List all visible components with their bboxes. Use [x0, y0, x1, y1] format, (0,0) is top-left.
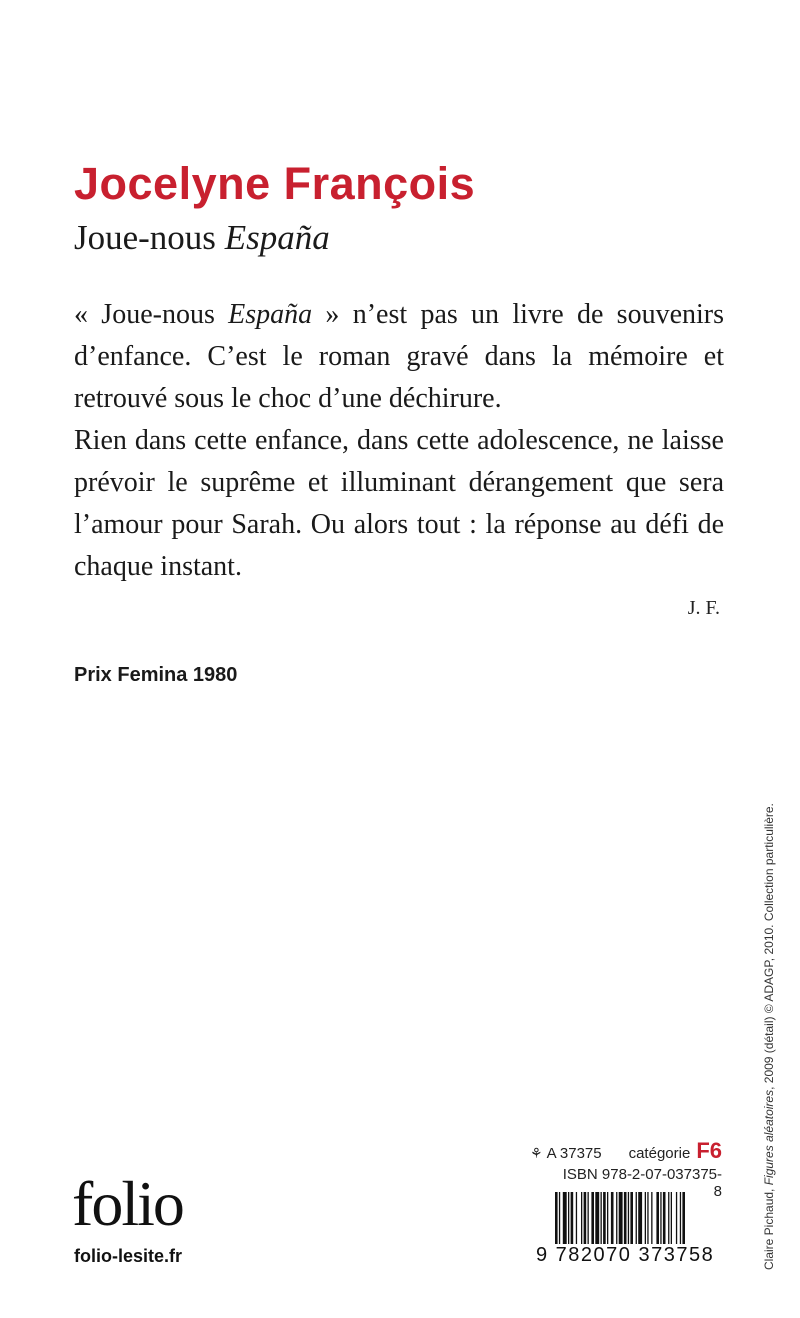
blurb: [74, 294, 724, 588]
publisher-mark-icon: ⚘: [530, 1145, 543, 1161]
folio-logo: folio: [72, 1168, 183, 1239]
barcode-bar: [591, 1192, 594, 1244]
isbn: ISBN 978-2-07-037375-8: [562, 1166, 722, 1200]
barcode-bar: [584, 1192, 587, 1244]
barcode-bar: [603, 1192, 606, 1244]
blurb-p1-italic: España: [228, 299, 313, 330]
barcode-bar: [581, 1192, 582, 1244]
barcode-bar: [571, 1192, 574, 1244]
blurb-paragraph-1: [74, 294, 724, 420]
barcode-bar: [668, 1192, 669, 1244]
barcode-bar: [616, 1192, 617, 1244]
author-name: Jocelyne François: [74, 158, 476, 209]
barcode-bar: [645, 1192, 646, 1244]
publisher-website: folio-lesite.fr: [74, 1246, 183, 1266]
barcode-bar: [656, 1192, 659, 1244]
blurb-p1-rest: » n’est pas un livre de souvenirs d’enfance. C’est le roman gravé dans la mémoire et retrouvé sous le choc d’une déchirure.: [74, 299, 724, 414]
barcode-bar: [595, 1192, 599, 1244]
credit-italic: Figures aléatoires: [762, 1089, 776, 1186]
barcode-bar: [563, 1192, 567, 1244]
barcode-bar: [636, 1192, 637, 1244]
barcode-bar: [559, 1192, 560, 1244]
barcode-bar: [619, 1192, 623, 1244]
barcode-bar: [624, 1192, 627, 1244]
barcode-bar: [651, 1192, 652, 1244]
blurb-paragraph-2: Rien dans cette enfance, dans cette adolescence, ne laisse prévoir le suprême et illuminant dérangement que sera l’amour pour Sarah. Ou alors tout : la réponse au défi de chaque instant.: [74, 425, 724, 582]
blurb-signature: J. F.: [687, 597, 720, 619]
barcode-bar: [638, 1192, 642, 1244]
title-prefix: Joue-nous: [74, 218, 225, 257]
barcode-bar: [568, 1192, 569, 1244]
ean-number: 9 782070 373758: [536, 1244, 715, 1266]
category-code: F6: [696, 1138, 722, 1163]
cover-credit: [762, 803, 776, 1270]
barcode-bar: [671, 1192, 672, 1244]
barcode-bar: [628, 1192, 629, 1244]
barcode-bar: [555, 1192, 558, 1244]
credit-after: , 2009 (détail) © ADAGP, 2010. Collection particulière.: [762, 803, 776, 1090]
category-label: catégorie: [628, 1145, 691, 1162]
barcode-bar: [611, 1192, 614, 1244]
catalog-code-line: [530, 1138, 722, 1164]
barcode-bar: [663, 1192, 666, 1244]
barcode-bar: [682, 1192, 685, 1244]
barcode-icon: [555, 1192, 723, 1244]
barcode-bar: [607, 1192, 608, 1244]
barcode-bar: [676, 1192, 677, 1244]
title-italic: España: [224, 218, 330, 257]
blurb-p1-open: « Joue-nous: [74, 299, 229, 330]
barcode-bar: [630, 1192, 633, 1244]
barcode-bar: [601, 1192, 602, 1244]
barcode-bar: [660, 1192, 661, 1244]
credit-before: Claire Pichaud,: [762, 1185, 776, 1270]
catalog-code: A 37375: [546, 1145, 602, 1162]
barcode-bar: [588, 1192, 589, 1244]
barcode-bar: [647, 1192, 648, 1244]
barcode-bar: [576, 1192, 577, 1244]
prize-label: Prix Femina 1980: [74, 664, 238, 686]
barcode-bar: [680, 1192, 681, 1244]
book-title: [74, 218, 330, 258]
